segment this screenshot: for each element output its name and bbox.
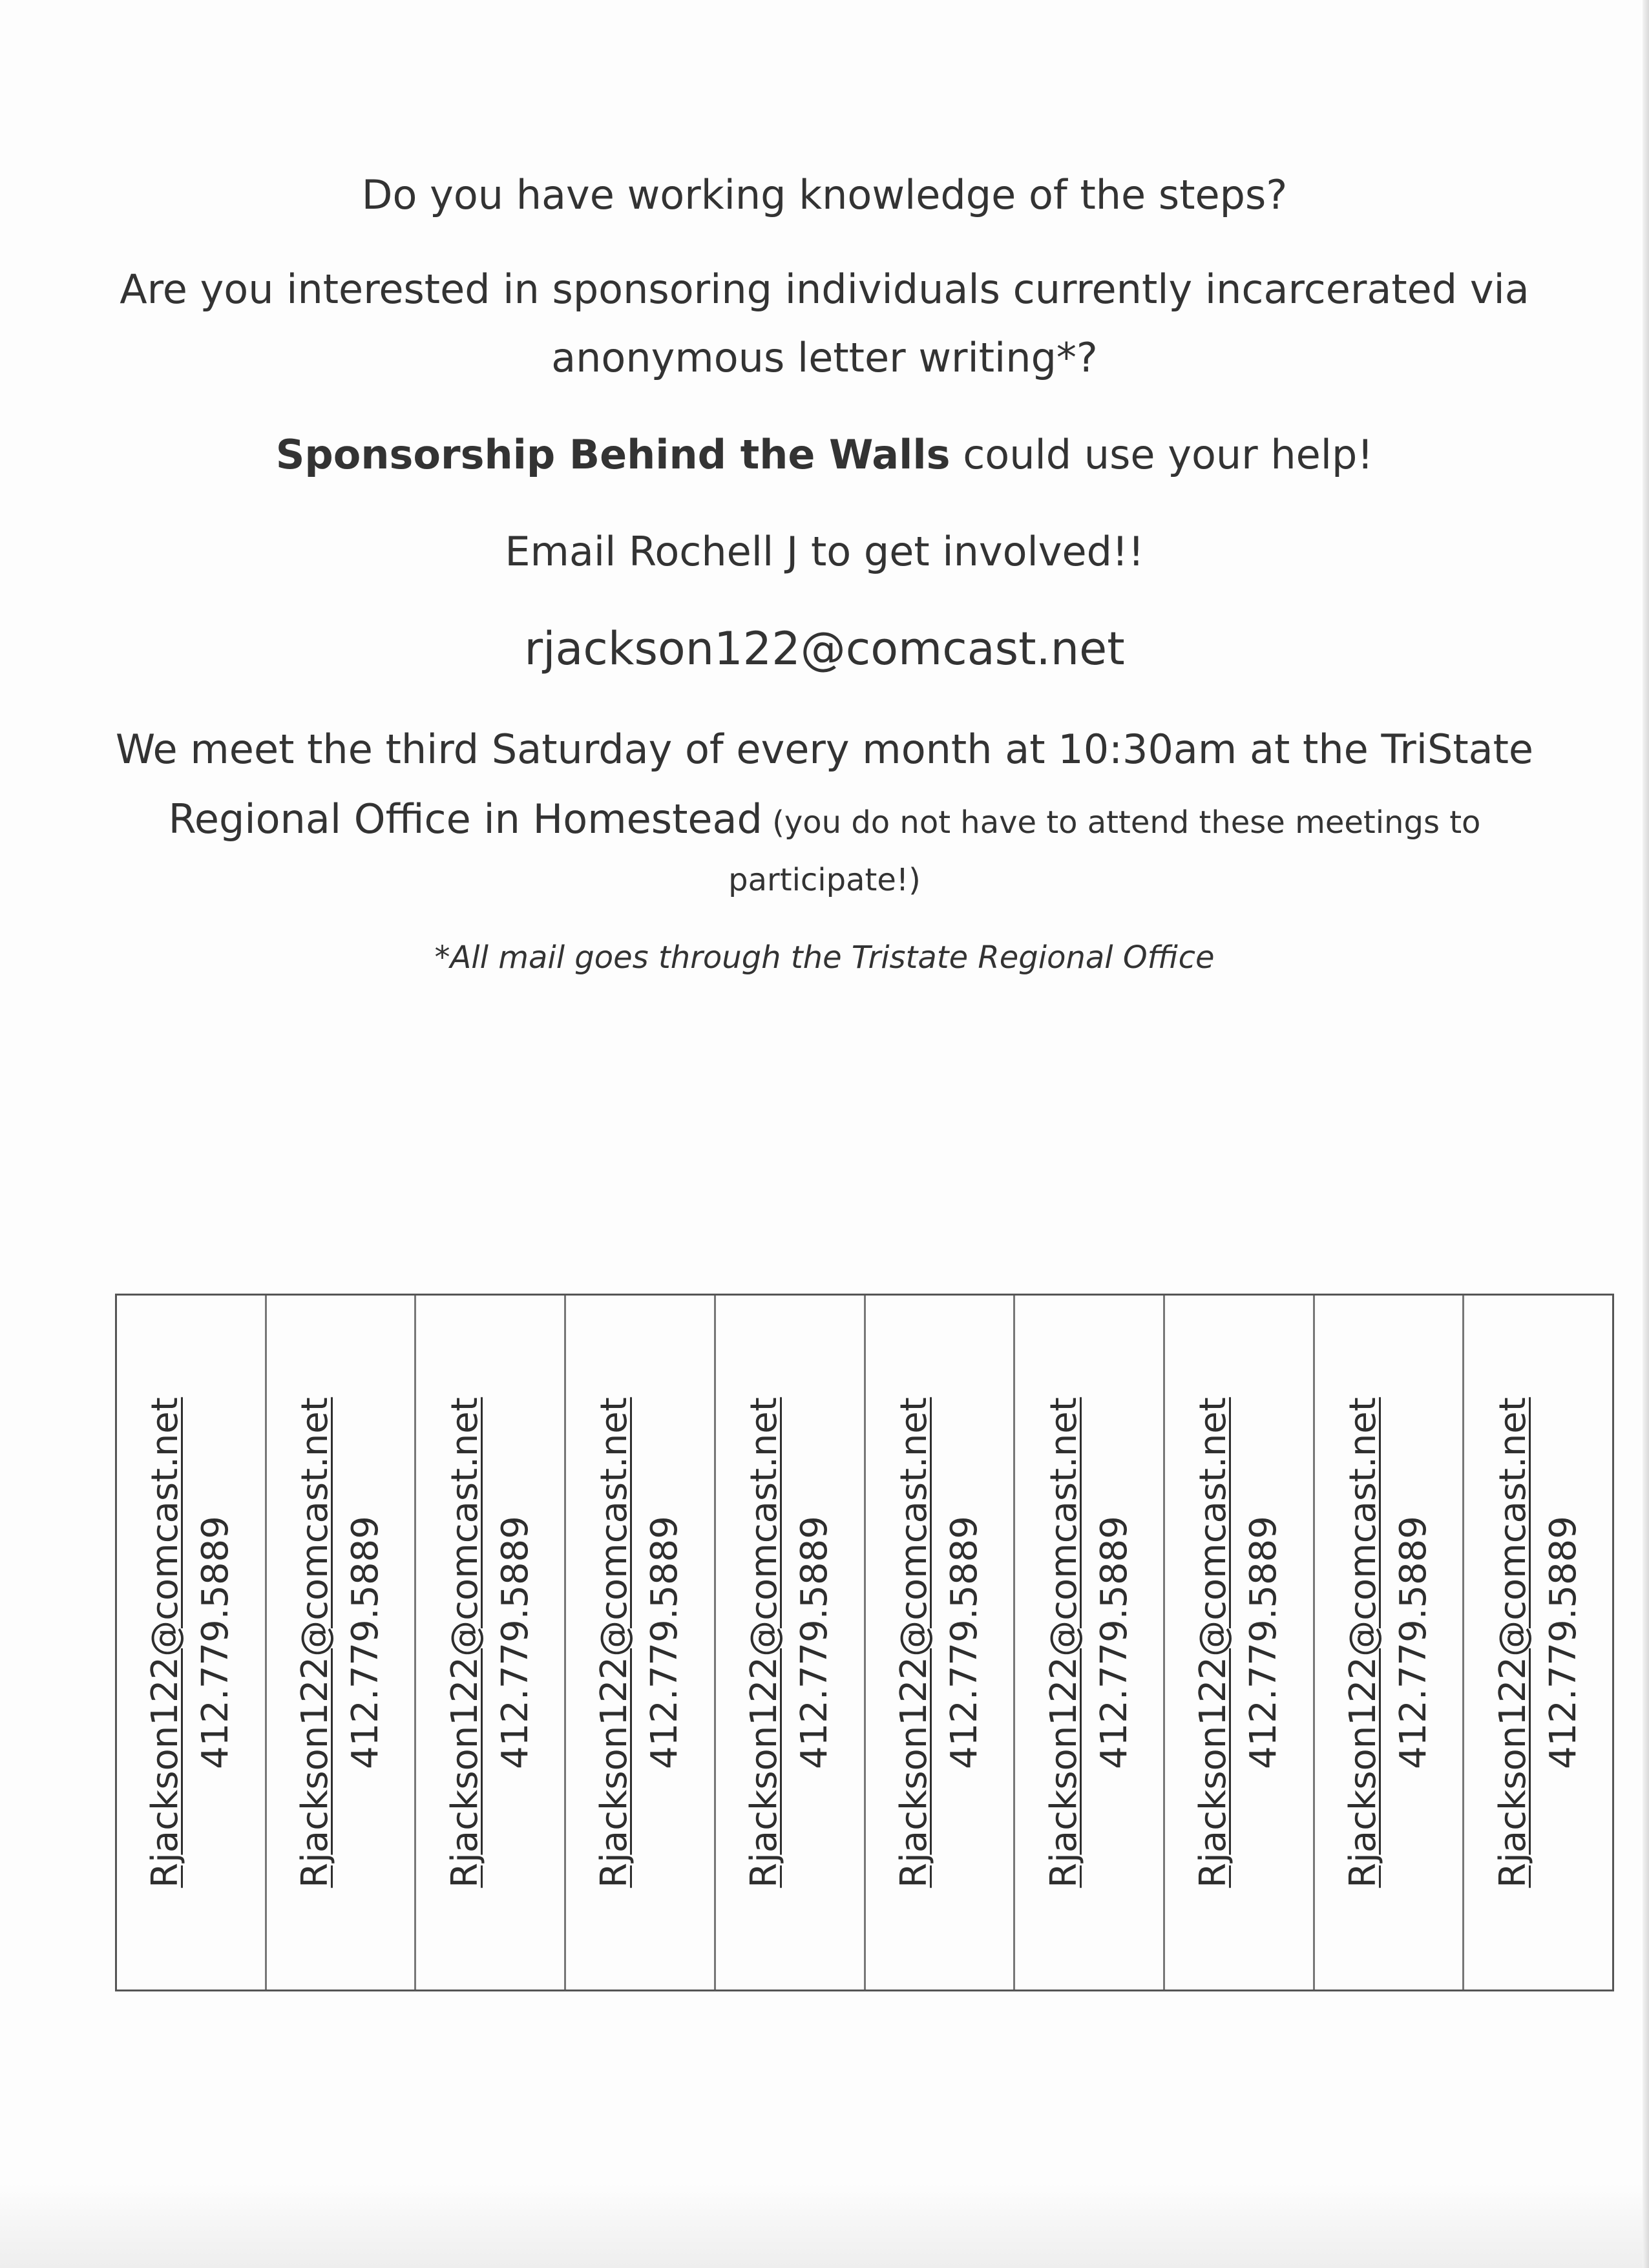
attendance-note: (you do not have to attend these meetings to (762, 804, 1481, 841)
tab-email: Rjackson122@comcast.net (1341, 1397, 1384, 1888)
mail-footnote: *All mail goes through the Tristate Regional Office (434, 940, 1215, 976)
email-prompt: Email Rochell J to get involved!! (505, 528, 1144, 575)
tab-email: Rjackson122@comcast.net (593, 1397, 636, 1888)
tab-email: Rjackson122@comcast.net (443, 1397, 486, 1888)
tab-email: Rjackson122@comcast.net (1192, 1397, 1235, 1888)
tab-phone: 412.779.5889 (344, 1516, 387, 1769)
tear-tab[interactable] (1015, 1296, 1165, 1990)
tab-email: Rjackson122@comcast.net (144, 1397, 187, 1888)
tear-tab[interactable] (117, 1296, 267, 1990)
tab-email: Rjackson122@comcast.net (294, 1397, 337, 1888)
tear-tab[interactable] (1315, 1296, 1465, 1990)
scan-shadow-right (1643, 0, 1649, 2268)
tab-phone: 412.779.5889 (1243, 1516, 1285, 1769)
tab-phone: 412.779.5889 (793, 1516, 836, 1769)
question-sponsoring-line2: anonymous letter writing*? (551, 334, 1098, 381)
tear-off-tabs (115, 1294, 1614, 1991)
tab-phone: 412.779.5889 (943, 1516, 985, 1769)
contact-email: rjackson122@comcast.net (524, 622, 1125, 675)
meeting-location: Regional Office in Homestead (168, 795, 762, 843)
tear-tab[interactable] (716, 1296, 866, 1990)
meeting-info-line2 (0, 793, 1649, 848)
tab-phone: 412.779.5889 (1093, 1516, 1135, 1769)
tab-phone: 412.779.5889 (1542, 1516, 1584, 1769)
question-steps: Do you have working knowledge of the steps? (361, 171, 1288, 218)
tab-phone: 412.779.5889 (494, 1516, 536, 1769)
tab-email: Rjackson122@comcast.net (743, 1397, 786, 1888)
meeting-info-line3: participate!) (728, 862, 921, 898)
tear-tab[interactable] (566, 1296, 716, 1990)
tear-tab[interactable] (416, 1296, 566, 1990)
tear-tab[interactable] (267, 1296, 417, 1990)
tab-phone: 412.779.5889 (194, 1516, 237, 1769)
program-name: Sponsorship Behind the Walls (275, 431, 951, 478)
meeting-info-line1: We meet the third Saturday of every month at 10:30am at the TriState (115, 726, 1534, 773)
tab-phone: 412.779.5889 (1392, 1516, 1434, 1769)
tear-tab[interactable] (1165, 1296, 1315, 1990)
question-sponsoring-line1: Are you interested in sponsoring individuals currently incarcerated via (120, 266, 1529, 313)
sponsorship-heading (0, 429, 1649, 481)
tab-email: Rjackson122@comcast.net (1042, 1397, 1085, 1888)
tear-tab[interactable] (866, 1296, 1016, 1990)
help-text: could use your help! (950, 431, 1374, 478)
tab-email: Rjackson122@comcast.net (1491, 1397, 1534, 1888)
scan-shadow-bottom (0, 2184, 1649, 2268)
tab-phone: 412.779.5889 (644, 1516, 686, 1769)
tab-email: Rjackson122@comcast.net (892, 1397, 935, 1888)
tear-tab[interactable] (1464, 1296, 1612, 1990)
